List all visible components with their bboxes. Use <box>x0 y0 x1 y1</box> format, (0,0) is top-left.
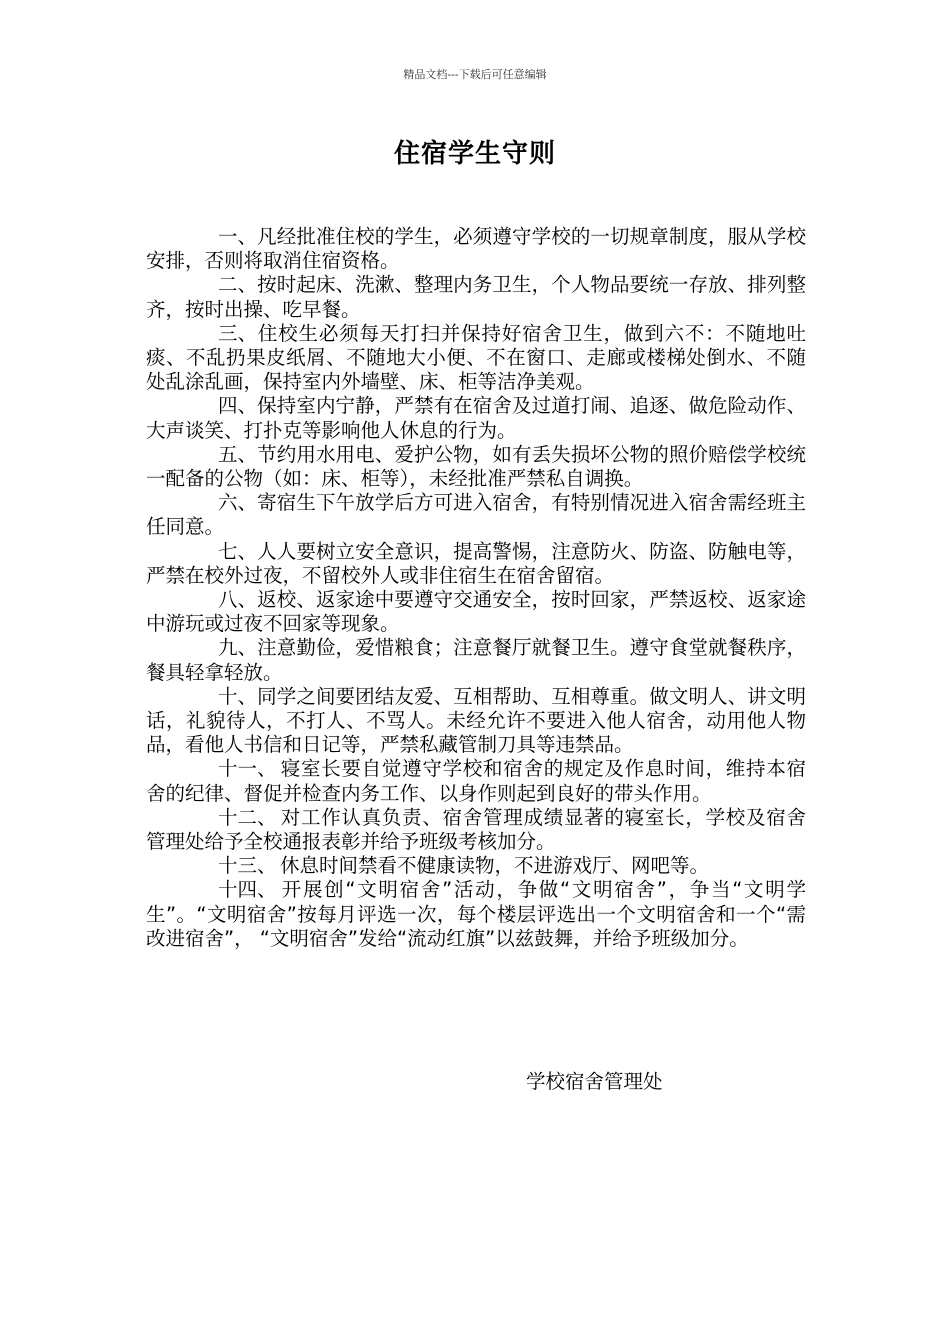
rule-item <box>146 540 806 588</box>
rule-number: 四、 <box>218 394 258 418</box>
rule-text: 返校、返家途中要遵守交通安全，按时回家，严禁返校、返家途中游玩或过夜不回家等现象。 <box>146 588 806 636</box>
rule-number: 一、 <box>218 225 258 248</box>
rule-number: 十、 <box>218 684 258 708</box>
rule-item <box>146 685 806 758</box>
rule-number: 七、 <box>218 539 258 563</box>
rule-text: 注意勤俭，爱惜粮食；注意餐厅就餐卫生。遵守食堂就餐秩序，餐具轻拿轻放。 <box>146 636 806 684</box>
rule-text: 保持室内宁静，严禁有在宿舍及过道打闹、追逐、做危险动作、大声谈笑、打扑克等影响他人休息的行为。 <box>146 394 806 442</box>
rule-number: 三、 <box>218 321 258 345</box>
rule-item <box>146 273 806 321</box>
rule-text: 对工作认真负责、宿舍管理成绩显著的寝室长，学校及宿舍管理处给予全校通报表彰并给予班级考核加分。 <box>146 805 806 854</box>
rule-text: 凡经批准住校的学生，必须遵守学校的一切规章制度，服从学校安排，否则将取消住宿资格。 <box>146 225 806 273</box>
rule-item <box>146 394 806 442</box>
rule-item <box>146 854 806 878</box>
rule-item <box>146 757 806 805</box>
rule-item <box>146 588 806 636</box>
rule-number: 八、 <box>218 588 258 612</box>
rule-item <box>146 636 806 684</box>
rule-number: 十四、 <box>218 878 277 902</box>
rule-number: 十三、 <box>218 854 277 878</box>
rule-text: 休息时间禁看不健康读物，不进游戏厅、网吧等。 <box>280 854 710 878</box>
rule-text: 节约用水用电、爱护公物，如有丢失损坏公物的照价赔偿学校统一配备的公物（如：床、柜等），未经批准严禁私自调换。 <box>146 442 806 491</box>
rule-number: 二、 <box>218 273 258 297</box>
rule-item <box>146 322 806 395</box>
rule-text: 按时起床、洗漱、整理内务卫生，个人物品要统一存放、排列整齐，按时出操、吃早餐。 <box>146 273 806 321</box>
rule-item <box>146 225 806 273</box>
rule-item <box>146 443 806 491</box>
rule-text: 住校生必须每天打扫并保持好宿舍卫生，做到六不：不随地吐痰、不乱扔果皮纸屑、不随地大小便、不在窗口、走廊或楼梯处倒水、不随处乱涂乱画，保持室内外墙壁、床、柜等洁净美观。 <box>146 321 806 394</box>
rule-text: 同学之间要团结友爱、互相帮助、互相尊重。做文明人、讲文明话，礼貌待人，不打人、不骂人。未经允许不要进入他人宿舍，动用他人物品，看他人书信和日记等，严禁私藏管制刀具等违禁品。 <box>146 684 806 757</box>
rule-number: 六、 <box>218 491 258 515</box>
rule-number: 九、 <box>218 636 258 660</box>
page-header: 精品文档---下载后可任意编辑 <box>403 68 547 81</box>
rule-item <box>146 878 806 951</box>
rule-item <box>146 491 806 539</box>
rule-number: 十二、 <box>218 805 277 829</box>
rule-text: 寄宿生下午放学后方可进入宿舍，有特别情况进入宿舍需经班主任同意。 <box>146 491 806 539</box>
rule-item <box>146 806 806 854</box>
signature: 学校宿舍管理处 <box>526 1070 663 1093</box>
rules-list <box>146 225 806 951</box>
rule-number: 十一、 <box>218 757 277 781</box>
document-title: 住宿学生守则 <box>393 139 556 169</box>
rule-text: 开展创“文明宿舍”活动，争做“文明宿舍”，争当“文明学生”。“文明宿舍”按每月评选一次，每个楼层评选出一个文明宿舍和一个“需改进宿舍”， “文明宿舍”发给“流动红旗”以兹鼓舞，并给予班级加分。 <box>146 878 806 950</box>
rule-text: 人人要树立安全意识，提高警惕，注意防火、防盗、防触电等，严禁在校外过夜，不留校外人或非住宿生在宿舍留宿。 <box>146 539 806 587</box>
rule-number: 五、 <box>218 442 258 466</box>
rule-text: 寝室长要自觉遵守学校和宿舍的规定及作息时间，维持本宿舍的纪律、督促并检查内务工作、以身作则起到良好的带头作用。 <box>146 757 806 805</box>
